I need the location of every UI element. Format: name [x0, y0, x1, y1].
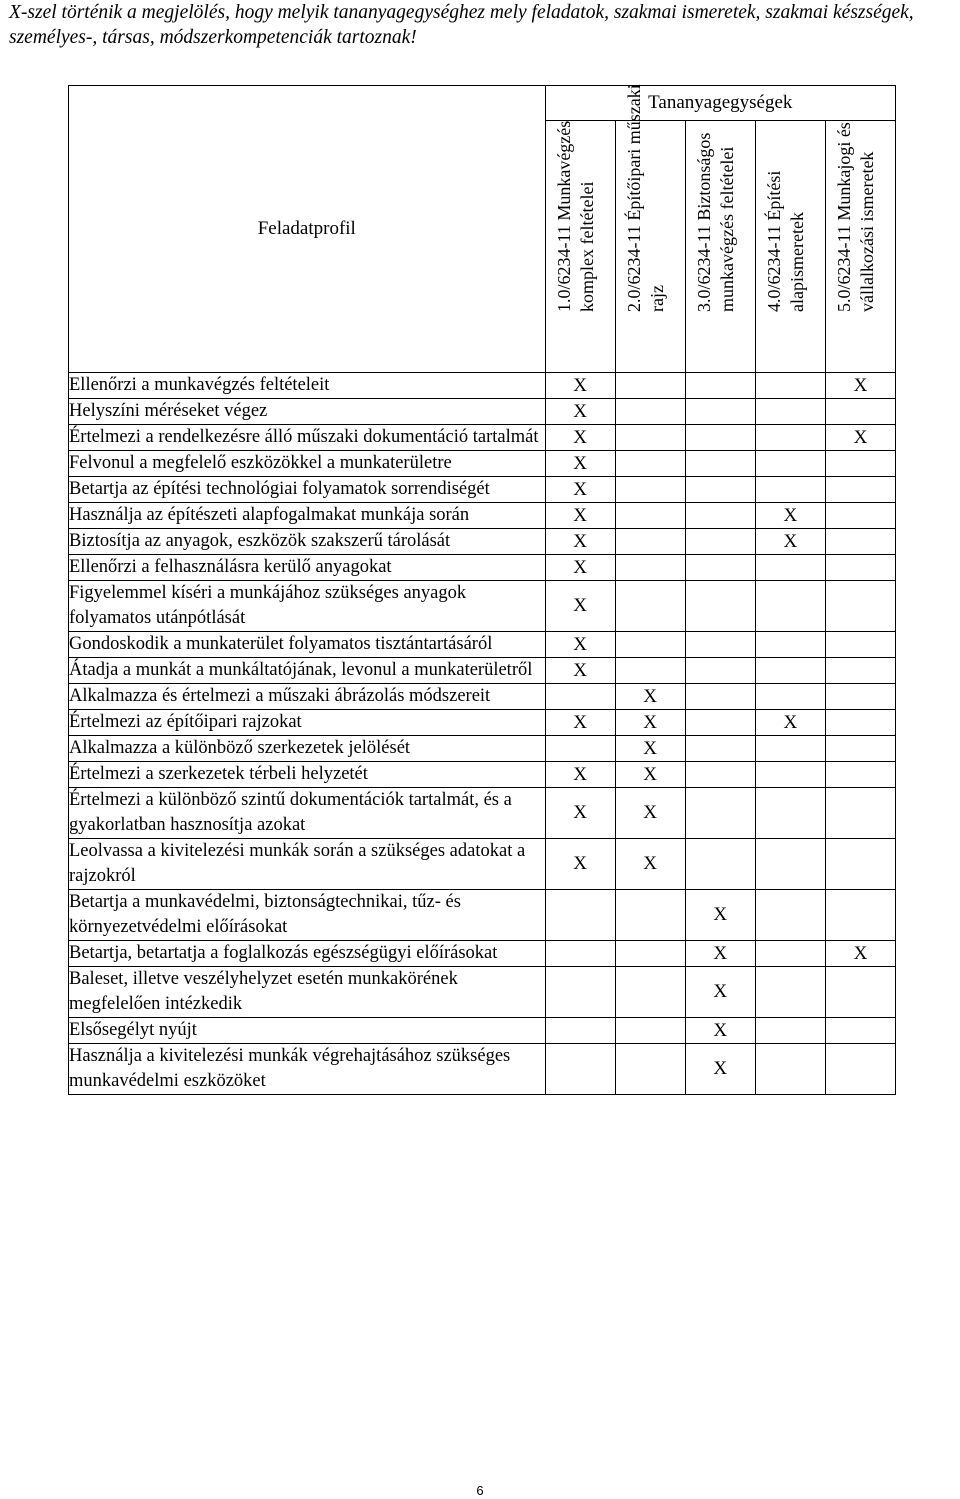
mark-cell: X: [685, 890, 755, 941]
mark-cell: X: [615, 788, 685, 839]
mark-cell: [825, 581, 895, 632]
task-cell: Átadja a munkát a munkáltatójának, levonul a munkaterületről: [69, 658, 546, 684]
mark-cell: [685, 788, 755, 839]
task-cell: Értelmezi a különböző szintű dokumentációk tartalmát, és a gyakorlatban hasznosítja azokat: [69, 788, 546, 839]
mark-cell: [755, 451, 825, 477]
mark-cell: [825, 632, 895, 658]
mark-cell: X: [545, 425, 615, 451]
task-cell: Ellenőrzi a munkavégzés feltételeit: [69, 373, 546, 399]
mark-cell: X: [755, 710, 825, 736]
task-cell: Értelmezi a rendelkezésre álló műszaki dokumentáció tartalmát: [69, 425, 546, 451]
mark-cell: [825, 684, 895, 710]
mark-cell: [755, 555, 825, 581]
mark-cell: X: [615, 736, 685, 762]
mark-cell: X: [545, 658, 615, 684]
mark-cell: X: [615, 762, 685, 788]
mark-cell: [825, 762, 895, 788]
mark-cell: [825, 1044, 895, 1095]
mark-cell: [755, 581, 825, 632]
mark-cell: [825, 736, 895, 762]
task-cell: Ellenőrzi a felhasználásra kerülő anyagokat: [69, 555, 546, 581]
mark-cell: X: [545, 839, 615, 890]
mark-cell: [545, 684, 615, 710]
mark-cell: [615, 373, 685, 399]
profile-header: Feladatprofil: [69, 86, 546, 373]
mark-cell: [545, 967, 615, 1018]
mark-cell: X: [685, 1044, 755, 1095]
table-row: [69, 632, 896, 658]
mark-cell: [825, 529, 895, 555]
table-row: [69, 890, 896, 941]
mark-cell: [755, 632, 825, 658]
mark-cell: X: [685, 967, 755, 1018]
table-row: [69, 941, 896, 967]
mark-cell: [755, 967, 825, 1018]
table-row: [69, 425, 896, 451]
table-row: [69, 451, 896, 477]
mark-cell: X: [545, 529, 615, 555]
mark-cell: [825, 788, 895, 839]
mark-cell: [755, 1018, 825, 1044]
mark-cell: [685, 736, 755, 762]
task-cell: Alkalmazza és értelmezi a műszaki ábrázolás módszereit: [69, 684, 546, 710]
mark-cell: [615, 581, 685, 632]
mark-cell: [685, 684, 755, 710]
mark-cell: [545, 1018, 615, 1044]
mark-cell: [545, 736, 615, 762]
mark-cell: X: [545, 399, 615, 425]
mark-cell: [615, 1018, 685, 1044]
mark-cell: X: [615, 684, 685, 710]
mark-cell: [615, 477, 685, 503]
mark-cell: [825, 399, 895, 425]
table-row: [69, 967, 896, 1018]
mark-cell: X: [545, 710, 615, 736]
unit-header: [685, 121, 755, 373]
mark-cell: [685, 839, 755, 890]
unit-header-label: 2.0/6234-11 Építőipari műszaki rajz: [624, 84, 668, 312]
mark-cell: [755, 373, 825, 399]
task-cell: Értelmezi a szerkezetek térbeli helyzetét: [69, 762, 546, 788]
mark-cell: X: [825, 425, 895, 451]
mark-cell: X: [545, 788, 615, 839]
mark-cell: [615, 658, 685, 684]
mark-cell: [685, 477, 755, 503]
mark-cell: [755, 425, 825, 451]
mark-cell: [615, 399, 685, 425]
task-cell: Betartja az építési technológiai folyamatok sorrendiségét: [69, 477, 546, 503]
table-row: [69, 1018, 896, 1044]
mark-cell: [825, 555, 895, 581]
mark-cell: [825, 890, 895, 941]
task-cell: Biztosítja az anyagok, eszközök szakszerű tárolását: [69, 529, 546, 555]
table-row: [69, 529, 896, 555]
mark-cell: [755, 684, 825, 710]
mark-cell: X: [615, 839, 685, 890]
mark-cell: [685, 425, 755, 451]
mark-cell: [755, 399, 825, 425]
mark-cell: [615, 503, 685, 529]
mark-cell: X: [545, 632, 615, 658]
mark-cell: [825, 451, 895, 477]
mark-cell: [615, 890, 685, 941]
table-row: [69, 684, 896, 710]
mark-cell: X: [685, 941, 755, 967]
mark-cell: [825, 967, 895, 1018]
task-cell: Elsősegélyt nyújt: [69, 1018, 546, 1044]
table-row: [69, 839, 896, 890]
mark-cell: [615, 1044, 685, 1095]
mark-cell: [685, 503, 755, 529]
mark-cell: X: [545, 477, 615, 503]
intro-paragraph: X-szel történik a megjelölés, hogy melyik tananyagegységhez mely feladatok, szakmai ismeretek, szakmai készségek, személyes-, társas, módszerkompetenciák tartoznak!: [9, 2, 914, 48]
unit-header: [825, 121, 895, 373]
mark-cell: [755, 890, 825, 941]
task-cell: Baleset, illetve veszélyhelyzet esetén munkakörének megfelelően intézkedik: [69, 967, 546, 1018]
mark-cell: [755, 736, 825, 762]
task-cell: Értelmezi az építőipari rajzokat: [69, 710, 546, 736]
mark-cell: [825, 1018, 895, 1044]
mark-cell: [615, 555, 685, 581]
mark-cell: [685, 581, 755, 632]
units-title: Tananyagegységek: [545, 86, 895, 121]
table-row: [69, 762, 896, 788]
mark-cell: [755, 477, 825, 503]
mark-cell: X: [825, 941, 895, 967]
mark-cell: X: [545, 581, 615, 632]
mark-cell: [825, 710, 895, 736]
table-row: [69, 736, 896, 762]
table-row: [69, 581, 896, 632]
mark-cell: X: [755, 529, 825, 555]
table-row: [69, 503, 896, 529]
mark-cell: X: [545, 762, 615, 788]
mark-cell: [755, 658, 825, 684]
mark-cell: [615, 425, 685, 451]
mark-cell: [685, 451, 755, 477]
unit-header: [615, 84, 685, 373]
mark-cell: [825, 503, 895, 529]
mark-cell: X: [545, 555, 615, 581]
unit-header: [545, 121, 615, 373]
mark-cell: X: [825, 373, 895, 399]
mark-cell: [545, 1044, 615, 1095]
mark-cell: [685, 373, 755, 399]
mark-cell: [825, 839, 895, 890]
mark-cell: [755, 788, 825, 839]
mark-cell: [755, 1044, 825, 1095]
mark-cell: X: [545, 373, 615, 399]
task-cell: Figyelemmel kíséri a munkájához szükséges anyagok folyamatos utánpótlását: [69, 581, 546, 632]
task-cell: Használja a kivitelezési munkák végrehajtásához szükséges munkavédelmi eszközöket: [69, 1044, 546, 1095]
unit-header: [755, 121, 825, 373]
mark-cell: [685, 399, 755, 425]
table-row: [69, 555, 896, 581]
mark-cell: [615, 632, 685, 658]
task-unit-matrix: [68, 85, 896, 1095]
task-cell: Alkalmazza a különböző szerkezetek jelölését: [69, 736, 546, 762]
table-row: [69, 710, 896, 736]
mark-cell: [685, 632, 755, 658]
mark-cell: [685, 762, 755, 788]
mark-cell: X: [615, 710, 685, 736]
mark-cell: [755, 762, 825, 788]
matrix-body: [69, 373, 896, 1095]
mark-cell: [685, 710, 755, 736]
unit-header-label: 5.0/6234-11 Munkajogi és vállalkozási ismeretek: [834, 122, 878, 312]
table-row: [69, 373, 896, 399]
task-cell: Gondoskodik a munkaterület folyamatos tisztántartásáról: [69, 632, 546, 658]
table-row: [69, 658, 896, 684]
mark-cell: [825, 477, 895, 503]
mark-cell: [685, 658, 755, 684]
task-cell: Használja az építészeti alapfogalmakat munkája során: [69, 503, 546, 529]
mark-cell: X: [545, 451, 615, 477]
mark-cell: [825, 658, 895, 684]
mark-cell: X: [545, 503, 615, 529]
table-row: [69, 788, 896, 839]
mark-cell: [615, 529, 685, 555]
mark-cell: [545, 941, 615, 967]
task-cell: Helyszíni méréseket végez: [69, 399, 546, 425]
mark-cell: X: [755, 503, 825, 529]
page-number: 6: [476, 1483, 484, 1498]
mark-cell: [615, 941, 685, 967]
task-cell: Leolvassa a kivitelezési munkák során a szükséges adatokat a rajzokról: [69, 839, 546, 890]
table-row: [69, 399, 896, 425]
task-cell: Betartja, betartatja a foglalkozás egészségügyi előírásokat: [69, 941, 546, 967]
mark-cell: [755, 839, 825, 890]
mark-cell: [615, 967, 685, 1018]
task-cell: Felvonul a megfelelő eszközökkel a munkaterületre: [69, 451, 546, 477]
mark-cell: [685, 529, 755, 555]
table-row: [69, 1044, 896, 1095]
unit-header-label: 1.0/6234-11 Munkavégzés komplex feltételei: [554, 120, 598, 312]
unit-header-label: 4.0/6234-11 Építési alapismeretek: [764, 170, 808, 312]
mark-cell: [685, 555, 755, 581]
mark-cell: [545, 890, 615, 941]
table-row: [69, 477, 896, 503]
mark-cell: [615, 451, 685, 477]
mark-cell: X: [685, 1018, 755, 1044]
unit-header-label: 3.0/6234-11 Biztonságos munkavégzés feltételei: [694, 132, 738, 312]
mark-cell: [755, 941, 825, 967]
task-cell: Betartja a munkavédelmi, biztonságtechnikai, tűz- és környezetvédelmi előírásokat: [69, 890, 546, 941]
